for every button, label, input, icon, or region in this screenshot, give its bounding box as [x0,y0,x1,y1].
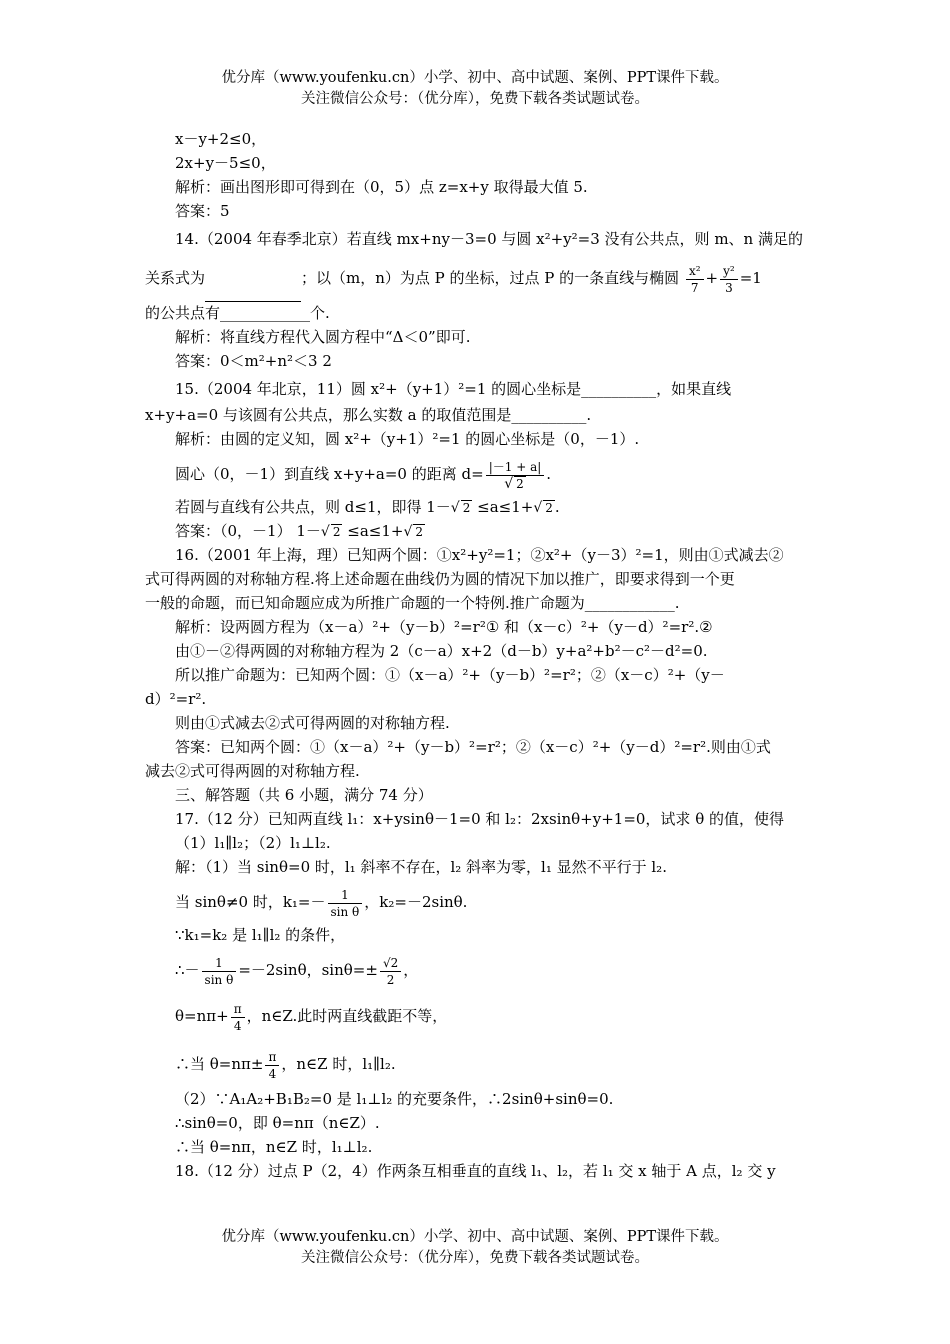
question-17-line-2: （1）l₁∥l₂；（2）l₁⊥l₂. [175,834,331,852]
text-line: x－y+2≤0， [175,130,267,148]
denominator: sin θ [330,904,360,919]
page-header [0,68,950,110]
question-15-line-2: x+y+a=0 与该圆有公共点，那么实数 a 的取值范围是__________. [145,406,592,424]
question-17-solution-5 [145,992,807,1040]
text-span: =－2sinθ，sinθ=± [238,961,378,979]
question-16-line-2: 式可得两圆的对称轴方程.将上述命题在曲线仍为圆的情况下加以推广，即要求得到一个更 [145,570,735,588]
question-16-answer-1: 答案：已知两个圆：①（x－a）²+（y－b）²=r²；②（x－c）²+（y－d）²=r².则由①式 [175,738,771,756]
denominator: 2 [386,972,395,987]
header-line-1: 优分库（www.youfenku.cn）小学、初中、高中试题、案例、PPT课件下载。 [221,70,729,86]
question-16-analysis-5: 则由①式减去②式可得两圆的对称轴方程. [175,714,450,732]
denominator: √ 2 [504,475,524,492]
numerator: 1 [328,887,363,904]
text-line: 2x+y－5≤0， [175,154,276,172]
numerator: y² [720,263,738,280]
page-footer [0,1227,950,1269]
question-16-line-3: 一般的命题，而已知命题应成为所推广命题的一个特例.推广命题为____________. [145,594,680,612]
question-16-answer-2: 减去②式可得两圆的对称轴方程. [145,762,360,780]
numerator: √2 [380,955,401,972]
question-17-solution-8: ∴sinθ=0，即 θ=nπ（n∈Z）. [175,1114,380,1132]
pi-fraction [231,1001,245,1034]
question-17-solution-3: ∵k₁=k₂ 是 l₁∥l₂ 的条件， [175,926,346,944]
question-14-line-1: 14.（2004 年春季北京）若直线 mx+ny－3=0 与圆 x²+y²=3 没有公共点，则 m、n 满足的 [175,230,803,248]
document-body [145,128,807,1184]
question-16-line-1: 16.（2001 年上海，理）已知两个圆：①x²+y²=1；②x²+（y－3）²=1，则由①式减去② [175,546,784,564]
text-span: 圆心（0，－1）到直线 x+y+a=0 的距离 d= [175,465,484,483]
denominator: 4 [233,1018,242,1033]
text-span: ≤a≤1+ [477,498,534,516]
k1-fraction [328,887,363,920]
sin-fraction [202,955,237,988]
text-span: ，k₂=－2sinθ. [364,893,468,911]
numerator: x² [686,263,704,280]
question-14-answer: 答案：0＜m²+n²＜3 2 [175,352,332,370]
question-15-analysis-3: 若圆与直线有公共点，则 d≤1，即得 1－√ 2 ≤a≤1+√ 2 . [175,498,560,516]
question-14-line-3: 的公共点有____________个. [145,304,330,322]
numerator: 1 [202,955,237,972]
text-span: 当 sinθ≠0 时，k₁=－ [175,893,326,911]
question-17-solution-1: 解：（1）当 sinθ=0 时，l₁ 斜率不存在，l₂ 斜率为零，l₁ 显然不平行于 l₂. [175,858,667,876]
ellipse-fraction-x [686,263,704,296]
sqrt-value: 2 [415,525,424,539]
question-16-analysis-1: 解析：设两圆方程为（x－a）²+（y－b）²=r²① 和（x－c）²+（y－d）²=r².② [175,618,713,636]
question-15-line-1: 15.（2004 年北京，11）圆 x²+（y+1）²=1 的圆心坐标是__________，如果直线 [175,380,732,398]
question-17-solution-9: ∴当 θ=nπ，n∈Z 时，l₁⊥l₂. [175,1138,373,1156]
text-span: ≤a≤1+ [347,522,404,540]
question-14-line-2: 关系式为 ；以（m，n）为点 P 的坐标，过点 P 的一条直线与椭圆 $\frac{\text{x²}}{7}$ + $\frac{\text{y²}}{3}$ =1 [145,254,807,302]
section-heading: 三、解答题（共 6 小题，满分 74 分） [175,786,433,804]
footer-line-1: 优分库（www.youfenku.cn）小学、初中、高中试题、案例、PPT课件下载。 [221,1229,729,1245]
text-span: 关系式为 [145,269,206,287]
question-17-solution-6 [145,1040,807,1088]
distance-fraction [486,459,545,492]
numerator: |－1 + a| [486,459,545,476]
question-15-answer: 答案：（0，－1） 1－√ 2 ≤a≤1+√ 2 [175,522,424,540]
question-17-solution-7: （2）∵A₁A₂+B₁B₂=0 是 l₁⊥l₂ 的充要条件，∴2sinθ+sinθ=0. [175,1090,614,1108]
text-span: ， [403,961,419,979]
ellipse-fraction-y [720,263,738,296]
question-18-line-1: 18.（12 分）过点 P（2，4）作两条互相垂直的直线 l₁、l₂，若 l₁ 交 x 轴于 A 点，l₂ 交 y [175,1162,776,1180]
sqrt-value: 2 [545,501,553,515]
denominator: 4 [268,1066,277,1081]
text-line: 解析：画出图形即可得到在（0，5）点 z=x+y 取得最大值 5. [175,178,588,196]
question-17-line-1: 17.（12 分）已知两直线 l₁：x+ysinθ－1=0 和 l₂：2xsinθ+y+1=0，试求 θ 的值，使得 [175,810,785,828]
footer-line-2: 关注微信公众号：（优分库），免费下载各类试题试卷。 [301,1250,649,1266]
denominator: 3 [725,280,733,295]
question-16-analysis-3: 所以推广命题为：已知两个圆：①（x－a）²+（y－b）²=r²；②（x－c）²+（y－ [175,666,725,684]
numerator: π [231,1001,245,1018]
answer-blank [205,283,301,302]
text-span: ，n∈Z.此时两直线截距不等， [246,1007,448,1025]
text-span: ，n∈Z 时，l₁∥l₂. [281,1055,396,1073]
denominator: sin θ [204,972,234,987]
question-15-analysis-2: 圆心（0，－1）到直线 x+y+a=0 的距离 d= $\frac{|-1 + a|}{√ 2}$ . [175,459,552,492]
question-17-solution-2 [145,880,807,924]
text-span: θ=nπ+ [175,1007,229,1025]
sqrt-value: 2 [332,525,341,539]
sqrt-value: 2 [462,501,471,515]
question-16-analysis-2: 由①－②得两圆的对称轴方程为 2（c－a）x+2（d－b）y+a²+b²－c²－d²=0. [175,642,708,660]
question-14-analysis: 解析：将直线方程代入圆方程中“Δ＜0”即可. [175,328,471,346]
text-span: 答案：（0，－1） 1－ [175,522,321,540]
numerator: π [265,1049,279,1066]
text-line: 答案：5 [175,202,230,220]
root2-fraction [380,955,401,988]
question-16-analysis-4: d）²=r². [145,690,207,708]
text-span: ；以（m，n）为点 P 的坐标，过点 P 的一条直线与椭圆 [301,269,680,287]
question-15-analysis-1: 解析：由圆的定义知，圆 x²+（y+1）²=1 的圆心坐标是（0，－1）. [175,430,640,448]
text-span: =1 [739,269,762,287]
text-span: ∴当 θ=nπ± [175,1055,264,1073]
text-span: ∴－ [175,961,200,979]
question-17-solution-4 [145,948,807,992]
header-line-2: 关注微信公众号：（优分库），免费下载各类试题试卷。 [301,91,649,107]
denominator: 7 [690,280,699,295]
pi-fraction [265,1049,279,1082]
text-span: 若圆与直线有公共点，则 d≤1，即得 1－ [175,498,451,516]
